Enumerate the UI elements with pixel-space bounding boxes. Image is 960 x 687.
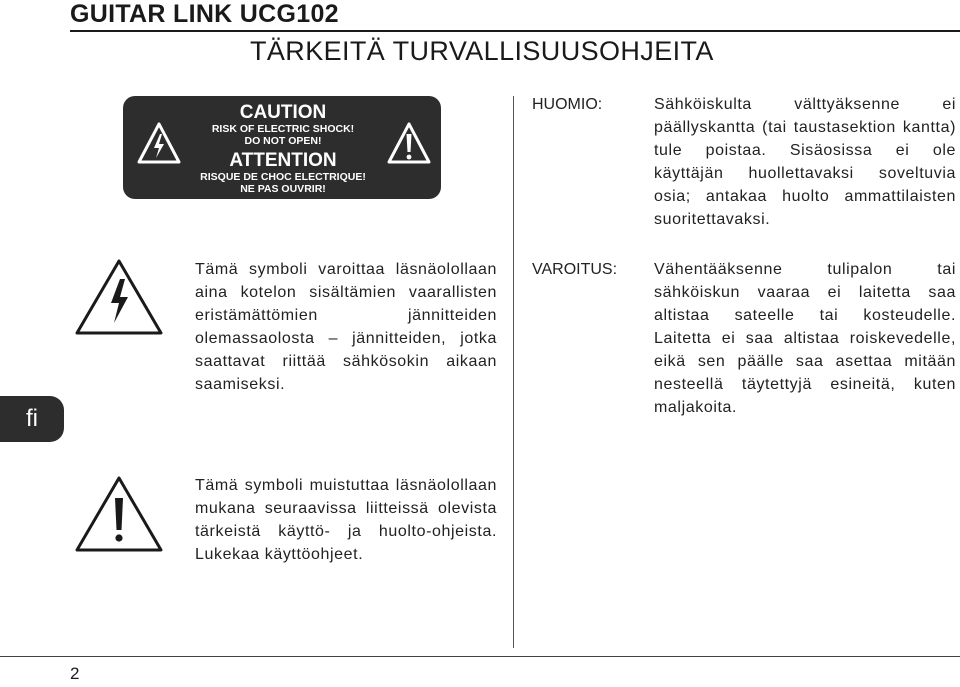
footer-divider <box>0 656 960 657</box>
attention-line: NE PAS OUVRIR! <box>240 183 326 195</box>
product-title: GUITAR LINK UCG102 <box>70 0 339 28</box>
language-tab: fi <box>0 396 64 442</box>
attention-heading: ATTENTION <box>229 150 337 171</box>
header-divider <box>70 30 960 32</box>
exclamation-symbol-description: Tämä symboli muistuttaa läsnäolollaan mukana seuraavissa liitteissä olevista tärkeistä käyttö- ja huolto-ohjeista. Lukekaa käyttöohjeet. <box>195 477 497 563</box>
column-divider <box>513 96 514 648</box>
huomio-label: HUOMIO: <box>532 96 603 113</box>
caution-label <box>123 96 441 199</box>
varoitus-text: Vähentääksenne tulipalon tai sähköiskun vaaraa ei laitetta saa altistaa sateelle tai kosteudelle. Laitetta ei saa altistaa roiskevedelle, eikä sen päälle saa asettaa mitään nesteellä täytettyjä esineitä, kuten maljakoita. <box>654 261 956 416</box>
caution-line: DO NOT OPEN! <box>244 135 322 147</box>
page-number: 2 <box>70 664 80 683</box>
lightning-symbol-icon <box>73 257 165 337</box>
attention-line: RISQUE DE CHOC ELECTRIQUE! <box>200 171 366 183</box>
exclamation-symbol-icon <box>73 474 165 554</box>
huomio-text: Sähköiskulta välttyäksenne ei päällyskantta (tai taustasektion kantta) tule poistaa. Sisäosissa ei ole käyttäjän huollettavaksi soveltuvia osia; antakaa huolto ammattilaisten suoritettavaksi. <box>654 96 956 228</box>
varoitus-label: VAROITUS: <box>532 261 618 278</box>
caution-heading: CAUTION <box>239 102 327 123</box>
caution-line: RISK OF ELECTRIC SHOCK! <box>211 123 355 135</box>
section-title: TÄRKEITÄ TURVALLISUUSOHJEITA <box>250 36 714 66</box>
lightning-symbol-description: Tämä symboli varoittaa läsnäolollaan aina kotelon sisältämien vaarallisten eristämättömien jännitteiden olemassaolosta – jännitteiden, jotka saattavat riittää sähkösokin aikaan saamiseksi. <box>195 261 497 393</box>
